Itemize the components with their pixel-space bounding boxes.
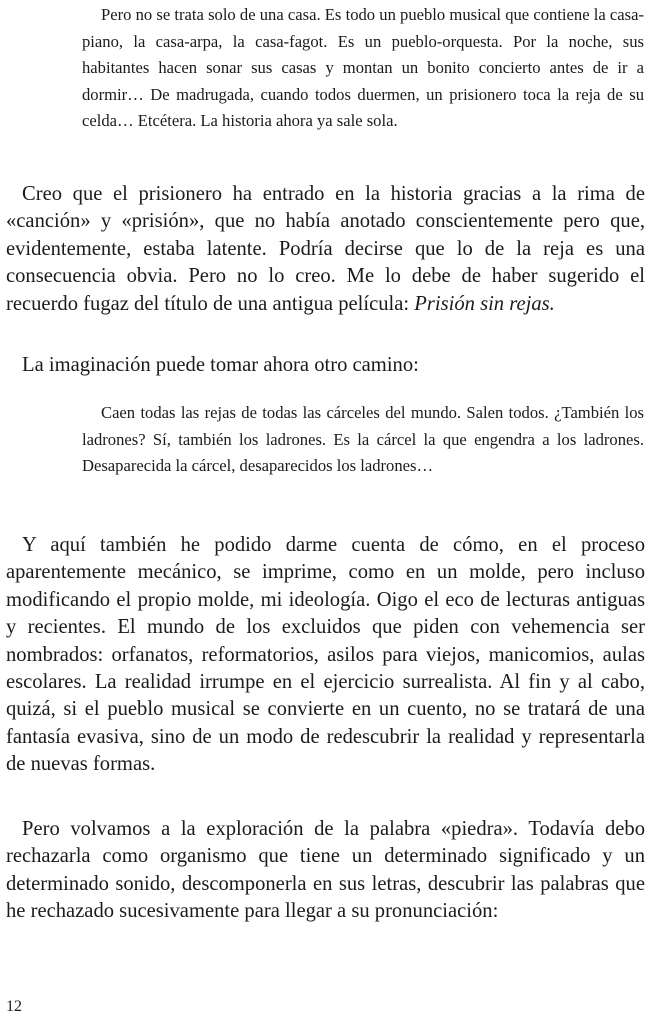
paragraph-piedra: Pero volvamos a la exploración de la palabra «piedra». Todavía debo rechazarla como organismo que tiene un determinado significado y un determinado sonido, descomponerla en sus letras, descubrir las palabras que he rechazado sucesivamente para llegar a su pronunciación:	[6, 818, 645, 923]
paragraph-imagination: La imaginación puede tomar ahora otro camino:	[22, 354, 419, 376]
paragraph-prisoner	[6, 181, 645, 318]
paragraph-prisoner-text: Creo que el prisionero ha entrado en la historia gracias a la rima de «canción» y «prisión», que no había anotado conscientemente pero que, evidentemente, estaba latente. Podría decirse que lo de la reja es una consecuencia obvia. Pero no lo creo. Me lo debe de haber sugerido el recuerdo fugaz del título de una antigua película:	[6, 183, 645, 315]
block-quote-musical-town: Pero no se trata solo de una casa. Es todo un pueblo musical que contiene la casa-piano, la casa-arpa, la casa-fagot. Es un pueblo-orquesta. Por la noche, sus habitantes hacen sonar sus casas y montan un bonito concierto antes de ir a dormir… De madrugada, cuando todos duermen, un prisionero toca la reja de su celda… Etcétera. La historia ahora ya sale sola.	[82, 5, 644, 131]
paragraph-ideology: Y aquí también he podido darme cuenta de cómo, en el proceso aparentemente mecánico, se imprime, como en un molde, pero incluso modificando el propio molde, mi ideología. Oigo el eco de lecturas antiguas y recientes. El mundo de los excluidos que piden con vehemencia ser nombrados: orfanatos, reformatorios, asilos para viejos, manicomios, aulas escolares. La realidad irrumpe en el ejercicio surrealista. Al fin y al cabo, quizá, si el pueblo musical se convierte en un cuento, no se tratará de una fantasía evasiva, sino de un modo de redescubrir la realidad y representarla de nuevas formas.	[6, 534, 645, 776]
block-quote-prisons: Caen todas las rejas de todas las cárceles del mundo. Salen todos. ¿También los ladrones? Sí, también los ladrones. Es la cárcel la que engendra a los ladrones. Desaparecida la cárcel, desaparecidos los ladrones…	[82, 403, 644, 476]
film-title: Prisión sin rejas.	[414, 292, 555, 315]
page-number: 12	[6, 998, 22, 1015]
